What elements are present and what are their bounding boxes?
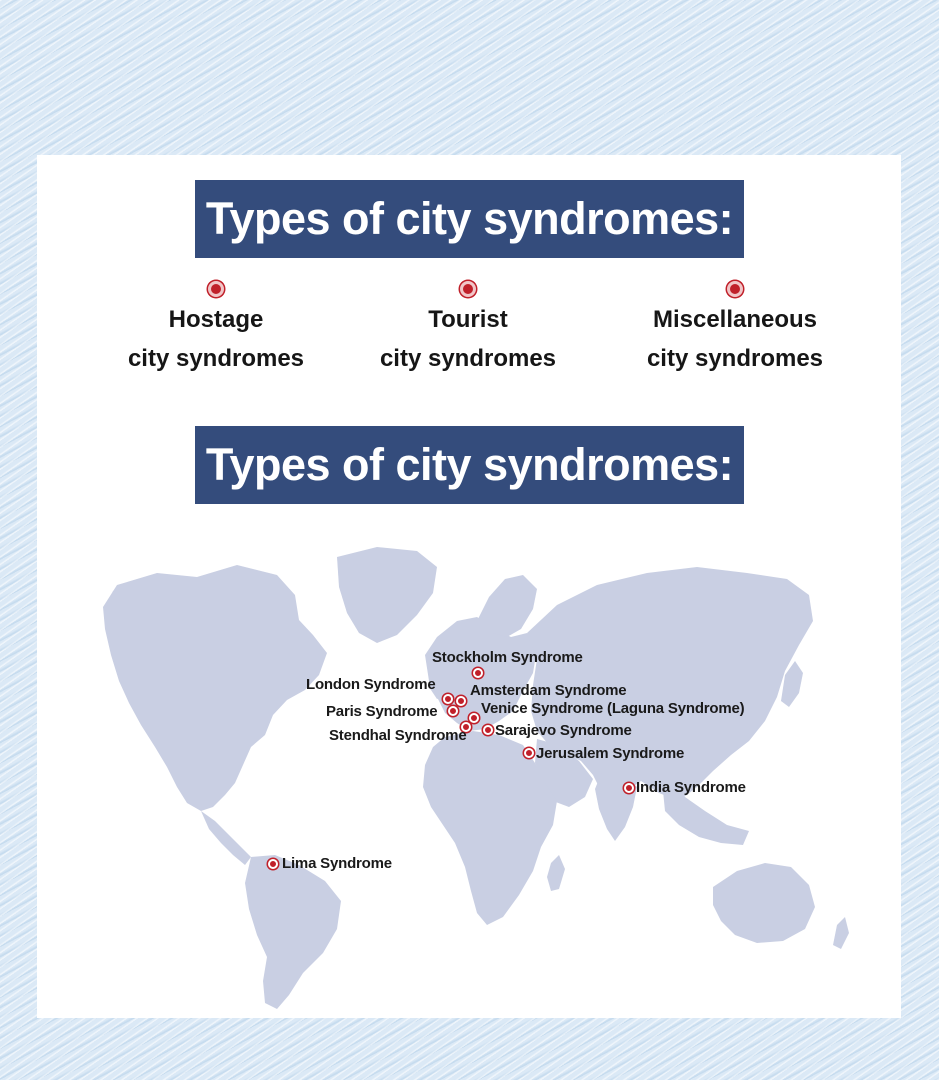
category-name: Miscellaneous (652, 306, 818, 333)
amsterdam-pin-icon[interactable] (456, 696, 466, 706)
jerusalem-pin-icon[interactable] (524, 748, 534, 758)
london-syndrome-label: London Syndrome (306, 676, 436, 693)
sarajevo-pin-icon[interactable] (483, 725, 493, 735)
title-banner-bottom: Types of city syndromes: (195, 426, 744, 504)
amsterdam-syndrome-label: Amsterdam Syndrome (470, 682, 627, 699)
stockholm-syndrome-label: Stockholm Syndrome (432, 649, 583, 666)
category-hostage (91, 281, 341, 378)
central-america-shape (201, 811, 251, 865)
category-marker-icon (727, 281, 743, 297)
category-miscellaneous (610, 281, 860, 378)
madagascar-shape (547, 855, 565, 891)
venice-pin-icon[interactable] (469, 713, 479, 723)
new-zealand-shape (833, 917, 849, 949)
category-name: Hostage (168, 306, 264, 333)
india-syndrome-label: India Syndrome (636, 779, 746, 796)
world-map (37, 525, 901, 1015)
lima-pin-icon[interactable] (268, 859, 278, 869)
australia-shape (713, 863, 815, 943)
south-america-shape (245, 855, 341, 1009)
category-subtitle: city syndromes (127, 345, 305, 372)
paris-pin-icon[interactable] (448, 706, 458, 716)
infographic-card (37, 155, 901, 1018)
world-map-shape (37, 525, 901, 1015)
lima-syndrome-label: Lima Syndrome (282, 855, 392, 872)
paris-syndrome-label: Paris Syndrome (326, 703, 438, 720)
category-tourist (343, 281, 593, 378)
sarajevo-syndrome-label: Sarajevo Syndrome (495, 722, 632, 739)
southeast-asia-shape (663, 791, 749, 845)
title-banner-top: Types of city syndromes: (195, 180, 744, 258)
category-marker-icon (460, 281, 476, 297)
greenland-shape (337, 547, 437, 643)
category-marker-icon (208, 281, 224, 297)
scandinavia-shape (477, 575, 537, 637)
london-pin-icon[interactable] (443, 694, 453, 704)
category-name: Tourist (428, 306, 508, 333)
stockholm-pin-icon[interactable] (473, 668, 483, 678)
india-pin-icon[interactable] (624, 783, 634, 793)
stendhal-syndrome-label: Stendhal Syndrome (329, 727, 467, 744)
category-subtitle: city syndromes (379, 345, 557, 372)
category-subtitle: city syndromes (646, 345, 824, 372)
jerusalem-syndrome-label: Jerusalem Syndrome (536, 745, 685, 762)
venice-syndrome-label: Venice Syndrome (Laguna Syndrome) (481, 700, 745, 717)
